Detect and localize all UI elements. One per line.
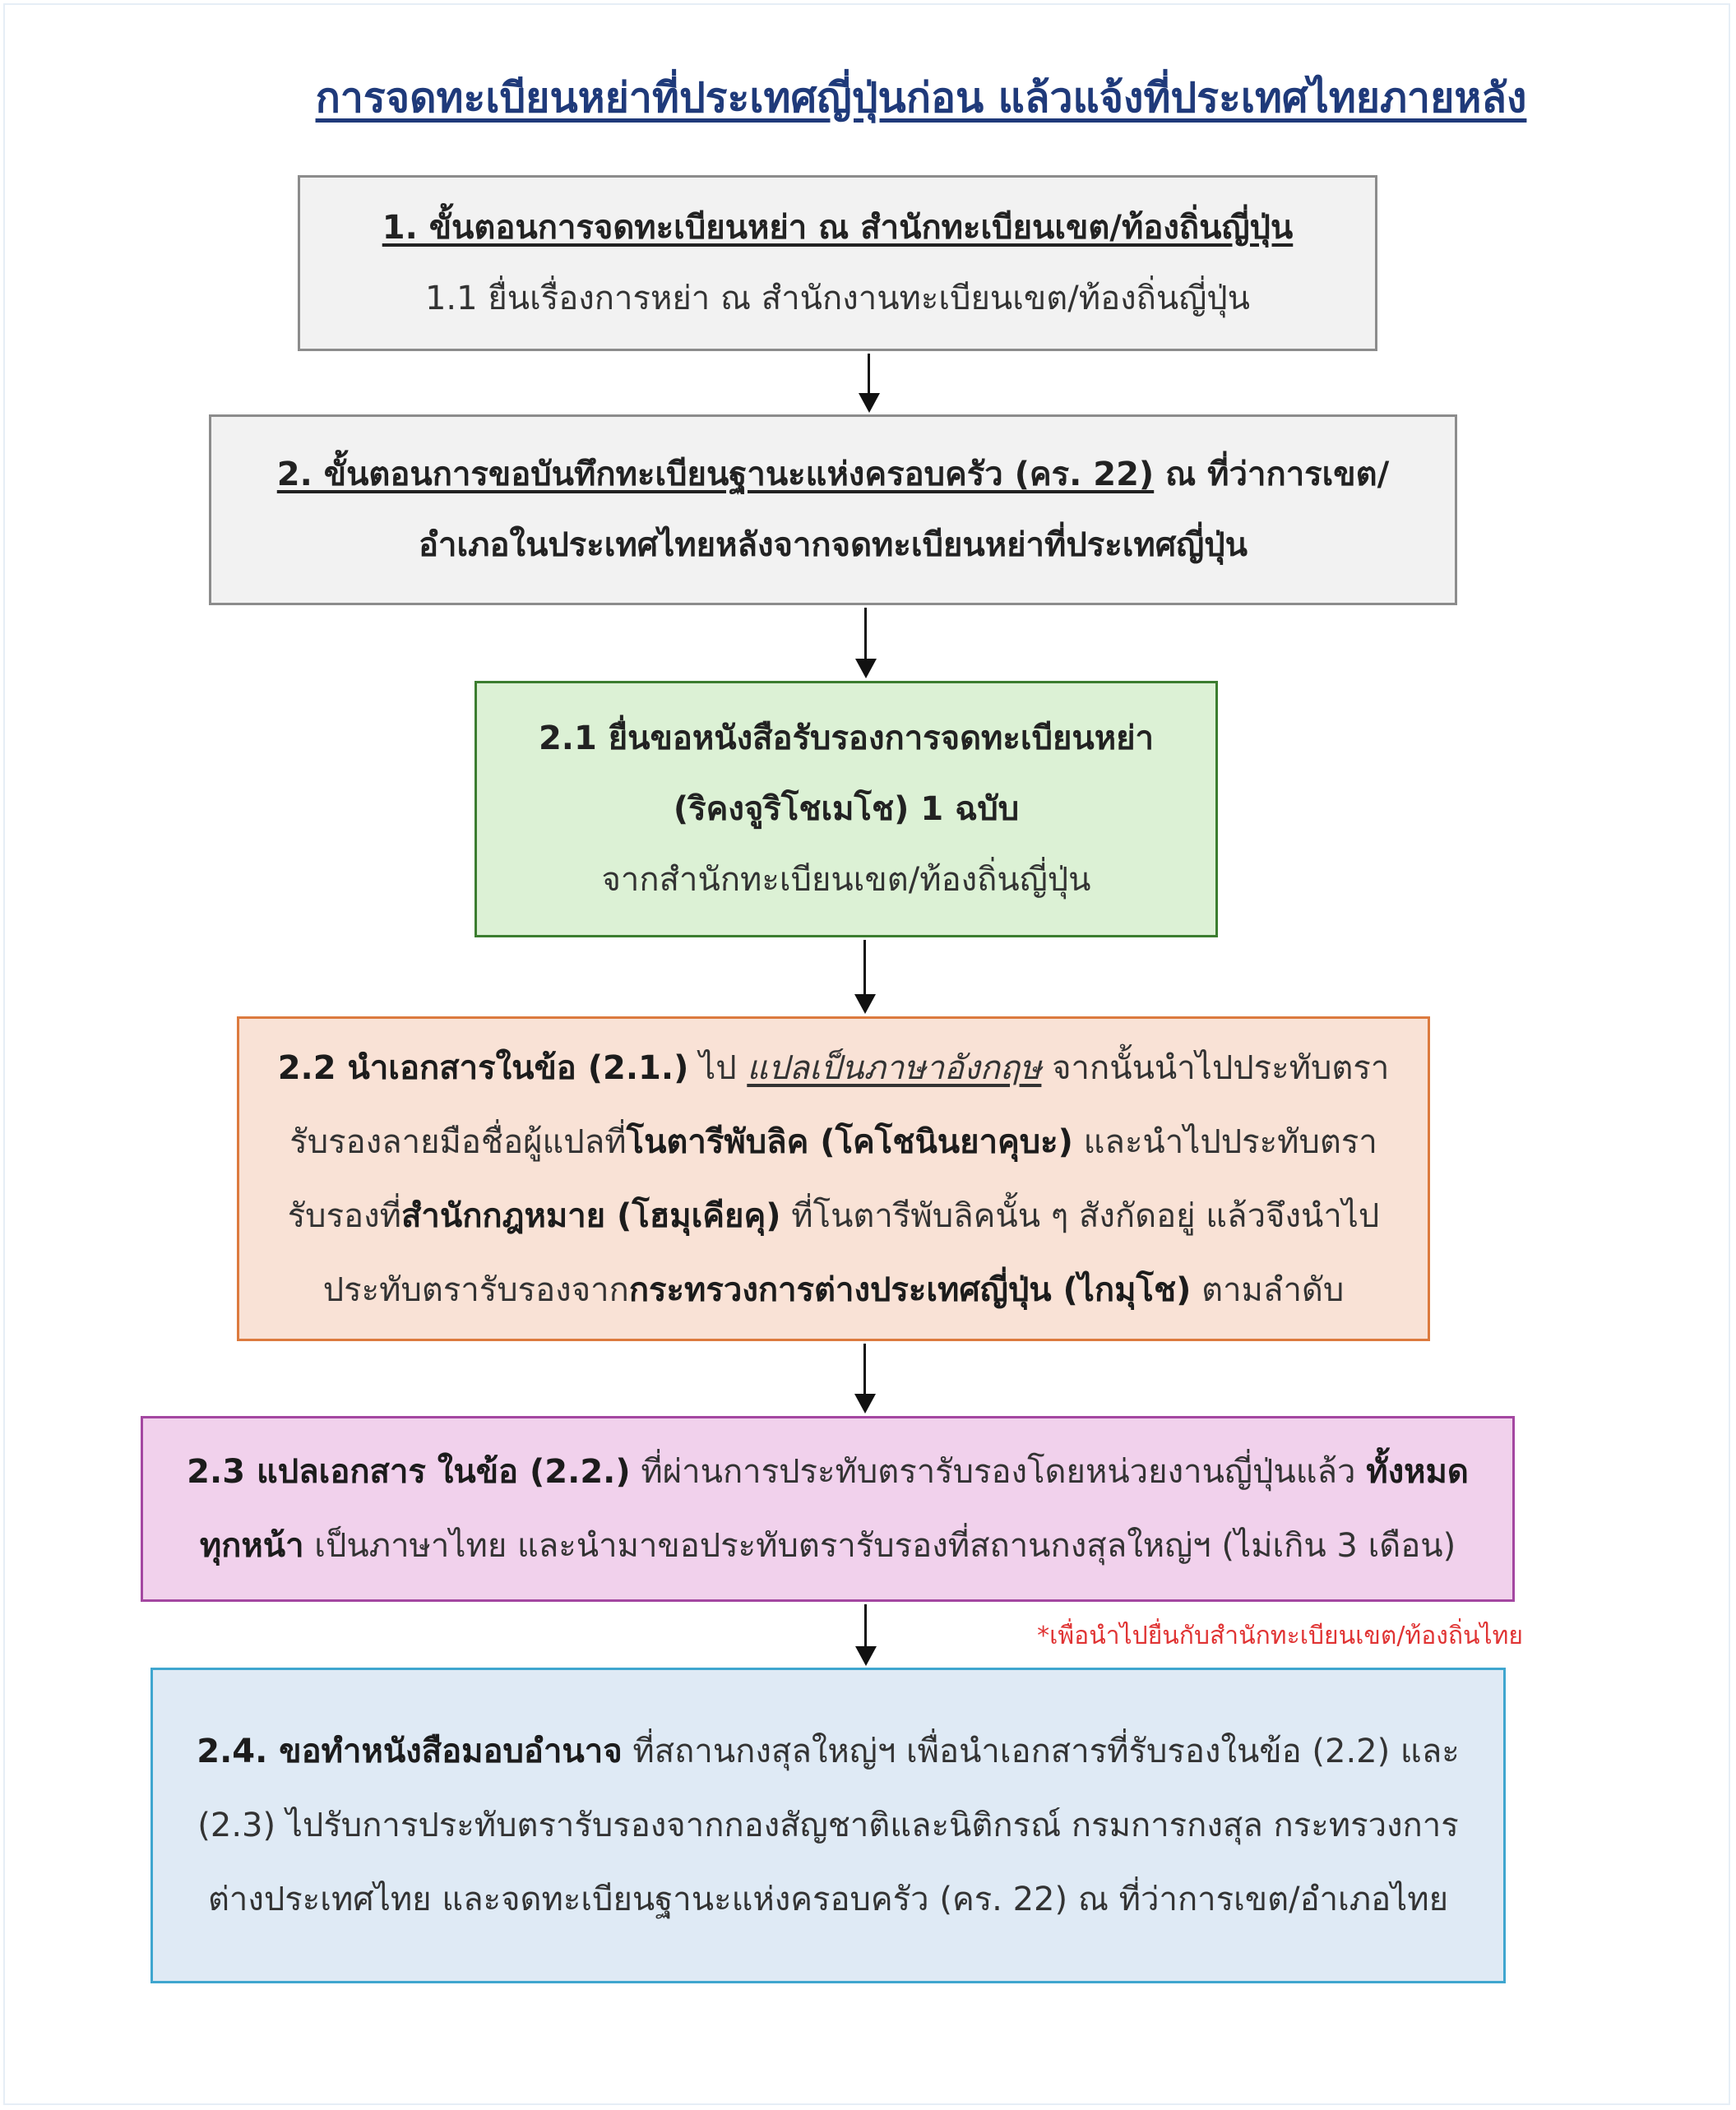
step-2-1-line1: 2.1 ยื่นขอหนังสือรับรองการจดทะเบียนหย่า <box>538 720 1155 757</box>
step-2-2-l4-rest: ตามลำดับ <box>1191 1270 1345 1309</box>
arrow-2-1-to-2-2 <box>849 940 882 1014</box>
step-2-1-box <box>475 681 1218 937</box>
step-2-3-box <box>141 1416 1515 1602</box>
step-2-box <box>209 414 1457 605</box>
step-2-2-l3-plain: รับรองที่ <box>287 1196 401 1235</box>
arrow-2-2-to-2-3 <box>849 1344 882 1414</box>
step-2-2-l1-bold: 2.2 นำเอกสารในข้อ (2.1.) <box>277 1048 689 1087</box>
step-2-2-l2-rest: และนำไปประทับตรา <box>1072 1122 1377 1161</box>
arrow-2-to-2-1 <box>849 608 882 678</box>
step-2-4-l1-bold: 2.4. ขอทำหนังสือมอบอำนาจ <box>197 1733 623 1770</box>
step-2-2-l1-plain: ไป <box>688 1048 748 1087</box>
step-2-3-l2-bold: ทุกหน้า <box>199 1527 304 1565</box>
step-2-3-l1-bold2: ทั้งหมด <box>1366 1453 1469 1491</box>
step-2-3-l1-plain: ที่ผ่านการประทับตรารับรองโดยหน่วยงานญี่ปุ่นแล้ว <box>630 1453 1367 1491</box>
step-2-1-line2: (ริคงจูริโชเมโช) 1 ฉบับ <box>673 790 1020 828</box>
step-2-2-l3-bold: สำนักกฎหมาย (โฮมุเคียคุ) <box>400 1196 781 1235</box>
step-2-3-l2-plain: เป็นภาษาไทย และนำมาขอประทับตรารับรองที่สถานกงสุลใหญ่ฯ (ไม่เกิน 3 เดือน) <box>303 1527 1456 1565</box>
step-1-1-text: 1.1 ยื่นเรื่องการหย่า ณ สำนักงานทะเบียนเขต/ท้องถิ่นญี่ปุ่น <box>424 280 1251 317</box>
step-2-2-l4-bold: กระทรวงการต่างประเทศญี่ปุ่น (ไกมุโช) <box>628 1270 1192 1309</box>
step-2-2-l1-italic: แปลเป็นภาษาอังกฤษ <box>747 1048 1042 1087</box>
step-2-3-l1-bold: 2.3 แปลเอกสาร ในข้อ (2.2.) <box>187 1453 631 1491</box>
step-2-2-l2-plain: รับรองลายมือชื่อผู้แปลที่ <box>289 1122 627 1161</box>
arrow-2-3-to-2-4 <box>849 1604 882 1666</box>
step-2-2-l2-bold: โนตารีพับลิค (โคโชนินยาคุบะ) <box>626 1122 1073 1161</box>
step-2-2-l4-plain: ประทับตรารับรองจาก <box>322 1270 629 1309</box>
step-2-heading-underlined: 2. ขั้นตอนการขอบันทึกทะเบียนฐานะแห่งครอบครัว (คร. 22) <box>276 456 1155 493</box>
step-2-4-l1-plain: ที่สถานกงสุลใหญ่ฯ เพื่อนำเอกสารที่รับรองในข้อ (2.2) และ <box>622 1733 1460 1770</box>
step-1-heading: 1. ขั้นตอนการจดทะเบียนหย่า ณ สำนักทะเบียนเขต/ท้องถิ่นญี่ปุ่น <box>382 209 1294 247</box>
step-2-1-line3: จากสำนักทะเบียนเขต/ท้องถิ่นญี่ปุ่น <box>601 861 1091 899</box>
step-2-4-box <box>150 1668 1506 1983</box>
step-2-2-l1-rest: จากนั้นนำไปประทับตรา <box>1041 1048 1390 1087</box>
footnote-note: *เพื่อนำไปยื่นกับสำนักทะเบียนเขต/ท้องถิ่นไทย <box>1037 1622 1523 1650</box>
step-1-box <box>298 175 1377 351</box>
page-title: การจดทะเบียนหย่าที่ประเทศญี่ปุ่นก่อน แล้วแจ้งที่ประเทศไทยภายหลัง <box>315 74 1527 122</box>
arrow-1-to-2 <box>853 354 886 413</box>
step-2-heading-line2: อำเภอในประเทศไทยหลังจากจดทะเบียนหย่าที่ประเทศญี่ปุ่น <box>418 526 1248 564</box>
step-2-2-l3-rest: ที่โนตารีพับลิคนั้น ๆ สังกัดอยู่ แล้วจึงนำไป <box>780 1196 1380 1235</box>
step-2-4-l3: ต่างประเทศไทย และจดทะเบียนฐานะแห่งครอบครัว (คร. 22) ณ ที่ว่าการเขต/อำเภอไทย <box>207 1881 1449 1918</box>
step-2-4-l2: (2.3) ไปรับการประทับตรารับรองจากกองสัญชาติและนิติกรณ์ กรมการกงสุล กระทรวงการ <box>197 1807 1459 1844</box>
step-2-2-box <box>237 1016 1430 1341</box>
step-2-heading-rest: ณ ที่ว่าการเขต/ <box>1154 456 1390 493</box>
